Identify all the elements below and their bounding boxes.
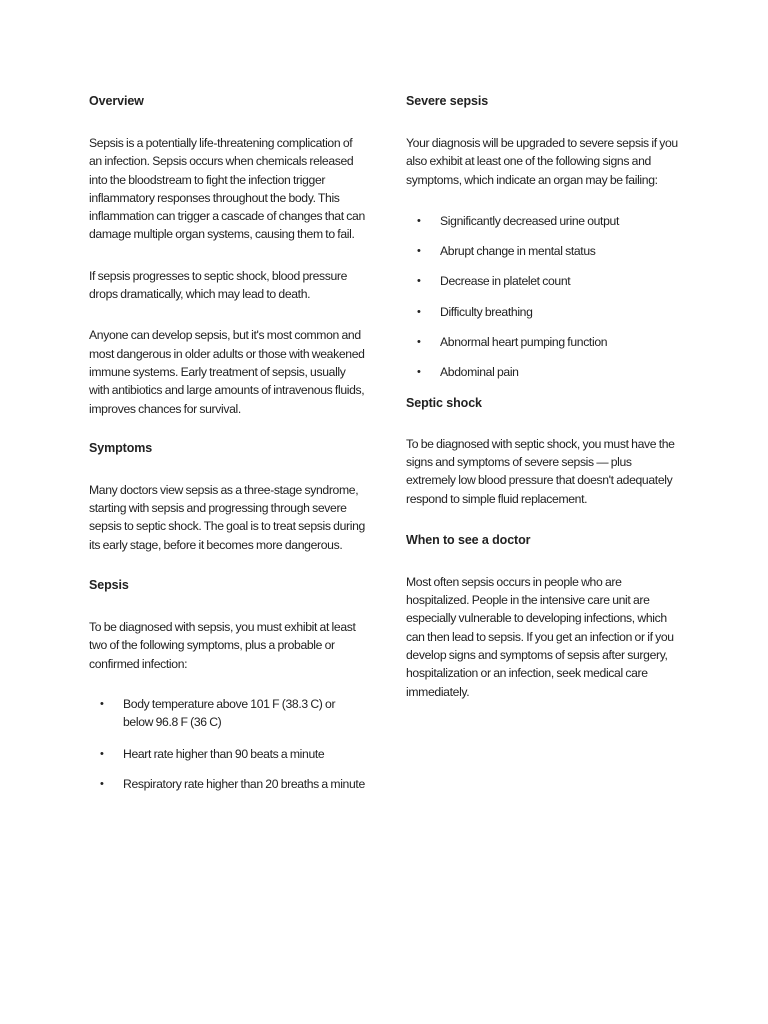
list-item-text: Abdominal pain	[440, 365, 519, 380]
sepsis-symptom-list	[89, 695, 365, 793]
list-item-text: Heart rate higher than 90 beats a minute	[123, 746, 325, 761]
sepsis-heading: Sepsis	[89, 578, 129, 593]
overview-paragraph-1: Sepsis is a potentially life-threatening complication of an infection. Sepsis occurs when chemicals released into the bloodstream to fight the infection trigger inflammatory responses throughout the body. This inflammation can trigger a cascade of changes that can damage multiple organ systems, causing them to fail.	[89, 136, 365, 242]
severe-sepsis-sign-list	[406, 212, 682, 382]
bullet-icon: •	[417, 245, 421, 258]
symptoms-paragraph: Many doctors view sepsis as a three-stage syndrome, starting with sepsis and progressing through severe sepsis to septic shock. The goal is to treat sepsis during its early stage, before it becomes more dangerous.	[89, 482, 365, 552]
overview-heading: Overview	[89, 94, 144, 108]
left-column	[89, 92, 365, 793]
list-item	[406, 363, 682, 381]
list-item-text: Abnormal heart pumping function	[440, 335, 608, 350]
severe-sepsis-paragraph: Your diagnosis will be upgraded to severe sepsis if you also exhibit at least one of the following signs and symptoms, which indicate an organ may be failing:	[406, 136, 678, 187]
severe-sepsis-heading: Severe sepsis	[406, 94, 489, 108]
list-item-text: Significantly decreased urine output	[440, 213, 619, 228]
septic-shock-heading: Septic shock	[406, 395, 482, 410]
bullet-icon: •	[100, 697, 104, 710]
list-item	[89, 775, 365, 793]
list-item-text: Difficulty breathing	[440, 304, 533, 319]
when-to-see-paragraph: Most often sepsis occurs in people who are hospitalized. People in the intensive care unit are especially vulnerable to developing infections, which can then lead to sepsis. If you get an infection or if you develop signs and symptoms of sepsis after surgery, hospitalization or an infection, seek medical care immediately.	[406, 574, 674, 699]
symptoms-heading: Symptoms	[89, 440, 153, 455]
bullet-icon: •	[100, 777, 104, 790]
list-item-text: Abrupt change in mental status	[440, 244, 596, 259]
sepsis-paragraph: To be diagnosed with sepsis, you must exhibit at least two of the following symptoms, plus a probable or confirmed infection:	[89, 620, 356, 671]
bullet-icon: •	[417, 366, 421, 379]
when-to-see-heading: When to see a doctor	[406, 532, 531, 547]
bullet-icon: •	[417, 336, 421, 349]
septic-shock-paragraph: To be diagnosed with septic shock, you must have the signs and symptoms of severe sepsis — plus extremely low blood pressure that doesn't adequately respond to simple fluid replacement.	[406, 436, 675, 506]
right-column	[406, 92, 682, 701]
list-item	[406, 272, 682, 290]
list-item-text: Respiratory rate higher than 20 breaths a minute	[123, 776, 365, 791]
bullet-icon: •	[417, 214, 421, 227]
list-item	[406, 212, 682, 230]
list-item-text: Body temperature above 101 F (38.3 C) or below 96.8 F (36 C)	[123, 696, 336, 730]
bullet-icon: •	[417, 275, 421, 288]
list-item-text: Decrease in platelet count	[440, 274, 571, 289]
bullet-icon: •	[417, 305, 421, 318]
list-item	[89, 695, 365, 732]
overview-paragraph-2: If sepsis progresses to septic shock, blood pressure drops dramatically, which may lead to death.	[89, 268, 348, 302]
list-item	[406, 242, 682, 260]
bullet-icon: •	[100, 747, 104, 760]
list-item	[89, 745, 365, 763]
list-item	[406, 333, 682, 351]
overview-paragraph-3: Anyone can develop sepsis, but it's most common and most dangerous in older adults or those with weakened immune systems. Early treatment of sepsis, usually with antibiotics and large amounts of intravenous fluids, improves chances for survival.	[89, 328, 365, 416]
list-item	[406, 303, 682, 321]
